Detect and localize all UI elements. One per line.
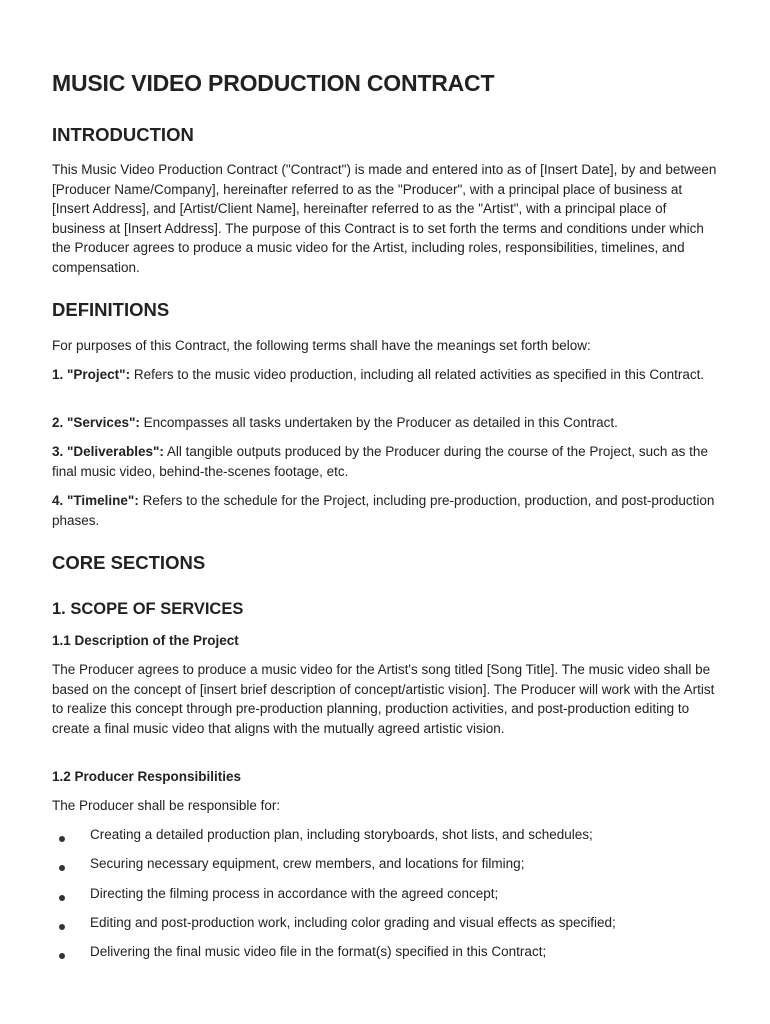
list-item: [52, 913, 722, 942]
introduction-body: This Music Video Production Contract ("Contract") is made and entered into as of [Insert Date], by and between [Producer Name/Company], hereinafter referred to as the "Producer", with a principal place of business at [Insert Address], and [Artist/Client Name], hereinafter referred to as the "Artist", with a principal place of business at [Insert Address]. The purpose of this Contract is to set forth the terms and conditions under which the Producer agrees to produce a music video for the Artist, including roles, responsibilities, timelines, and compensation.: [52, 162, 717, 275]
definition-text: Refers to the schedule for the Project, including pre-production, production, and post-production phases.: [52, 493, 715, 528]
responsibilities-list: [52, 825, 722, 971]
introduction-heading: INTRODUCTION: [52, 124, 194, 145]
definition-term: 2. "Services":: [52, 415, 140, 430]
definition-item: [52, 365, 722, 385]
bullet-icon: [59, 953, 65, 959]
definition-term: 3. "Deliverables":: [52, 444, 164, 459]
bullet-icon: [59, 865, 65, 871]
list-item: [52, 942, 722, 971]
list-item: [52, 884, 722, 913]
list-item-text: Creating a detailed production plan, including storyboards, shot lists, and schedules;: [90, 827, 593, 842]
definition-text: Refers to the music video production, including all related activities as specified in this Contract.: [130, 367, 705, 382]
list-item: [52, 854, 722, 883]
definitions-heading: DEFINITIONS: [52, 299, 170, 320]
responsibilities-intro: The Producer shall be responsible for:: [52, 798, 281, 813]
document-title: MUSIC VIDEO PRODUCTION CONTRACT: [52, 70, 495, 96]
list-item: [52, 825, 722, 854]
bullet-icon: [59, 836, 65, 842]
core-sections-heading: CORE SECTIONS: [52, 552, 206, 573]
scope-of-services-heading: 1. SCOPE OF SERVICES: [52, 600, 244, 618]
list-item-text: Delivering the final music video file in the format(s) specified in this Contract;: [90, 944, 547, 960]
list-item-text: Directing the filming process in accordance with the agreed concept;: [90, 885, 499, 901]
definition-term: 1. "Project":: [52, 367, 131, 382]
producer-responsibilities-heading: 1.2 Producer Responsibilities: [52, 769, 242, 784]
project-description-body: The Producer agrees to produce a music video for the Artist's song titled [Song Title]. The music video shall be based on the concept of [insert brief description of concept/artistic vision]. The Producer will work with the Artist to realize this concept through pre-production planning, production activities, and post-production editing to create a final music video that aligns with the mutually agreed artistic vision.: [52, 662, 715, 736]
definition-term: 4. "Timeline":: [52, 493, 139, 508]
list-item-text: Editing and post-production work, including color grading and visual effects as specified;: [90, 914, 616, 930]
definitions-intro: For purposes of this Contract, the following terms shall have the meanings set forth below:: [52, 338, 591, 353]
bullet-icon: [59, 924, 65, 930]
definition-item: [52, 442, 722, 481]
definition-item: [52, 413, 722, 433]
definition-item: [52, 491, 722, 530]
bullet-icon: [59, 895, 65, 901]
project-description-heading: 1.1 Description of the Project: [52, 633, 239, 648]
list-item-text: Securing necessary equipment, crew members, and locations for filming;: [90, 856, 525, 872]
definition-text: Encompasses all tasks undertaken by the Producer as detailed in this Contract.: [139, 415, 618, 430]
definition-text: All tangible outputs produced by the Producer during the course of the Project, such as the final music video, behind-the-scenes footage, etc.: [52, 444, 708, 479]
